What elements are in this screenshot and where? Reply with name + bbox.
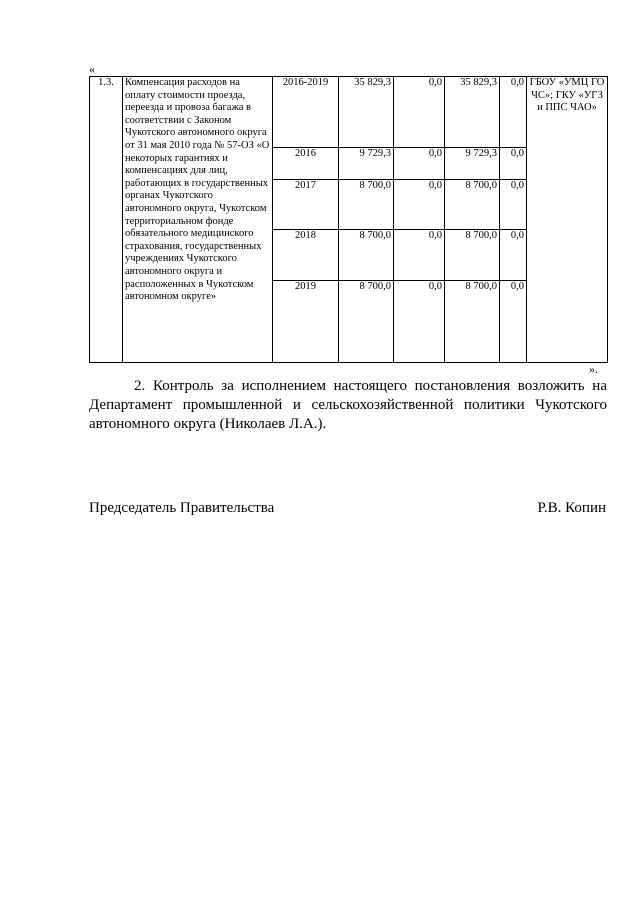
year-cell: 2016-2019 [273, 77, 339, 148]
year-cell: 2016 [273, 148, 339, 180]
funding-table [89, 76, 608, 363]
year-cell: 2018 [273, 230, 339, 281]
total-cell: 8 700,0 [339, 180, 394, 230]
federal-cell: 0,0 [394, 281, 445, 363]
other-cell: 0,0 [500, 230, 527, 281]
regional-cell: 8 700,0 [445, 230, 500, 281]
other-cell: 0,0 [500, 281, 527, 363]
row-number: 1.3. [90, 77, 123, 363]
other-cell: 0,0 [500, 180, 527, 230]
regional-cell: 35 829,3 [445, 77, 500, 148]
signatory-name: Р.В. Копин [537, 500, 606, 516]
control-paragraph: 2. Контроль за исполнением настоящего постановления возложить на Департамент промышленной и сельскохозяйственной политики Чукотского автономного округа (Николаев Л.А.). [89, 378, 607, 432]
closing-quote: ». [589, 362, 598, 376]
federal-cell: 0,0 [394, 77, 445, 148]
federal-cell: 0,0 [394, 180, 445, 230]
total-cell: 35 829,3 [339, 77, 394, 148]
total-cell: 8 700,0 [339, 281, 394, 363]
other-cell: 0,0 [500, 148, 527, 180]
total-cell: 9 729,3 [339, 148, 394, 180]
signatory-title: Председатель Правительства [89, 500, 275, 516]
year-cell: 2019 [273, 281, 339, 363]
row-description: Компенсация расходов на оплату стоимости проезда, переезда и провоза багажа в соответствии с Законом Чукотского автономного округа от 31 мая 2010 года № 57-ОЗ «О некоторых гарантиях и компенсациях для лиц, работающих в государственных органах Чукотского автономного округа, Чукотском территориальном фонде обязательного медицинского страхования, государственных учреждениях Чукотского автономного округа и расположенных в Чукотском автономном округе» [123, 77, 273, 363]
federal-cell: 0,0 [394, 148, 445, 180]
federal-cell: 0,0 [394, 230, 445, 281]
regional-cell: 9 729,3 [445, 148, 500, 180]
total-cell: 8 700,0 [339, 230, 394, 281]
executor-cell: ГБОУ «УМЦ ГО ЧС»; ГКУ «УГЗ и ППС ЧАО» [527, 77, 608, 363]
table-row [90, 77, 608, 148]
regional-cell: 8 700,0 [445, 281, 500, 363]
other-cell: 0,0 [500, 77, 527, 148]
year-cell: 2017 [273, 180, 339, 230]
opening-quote: « [89, 62, 95, 76]
regional-cell: 8 700,0 [445, 180, 500, 230]
